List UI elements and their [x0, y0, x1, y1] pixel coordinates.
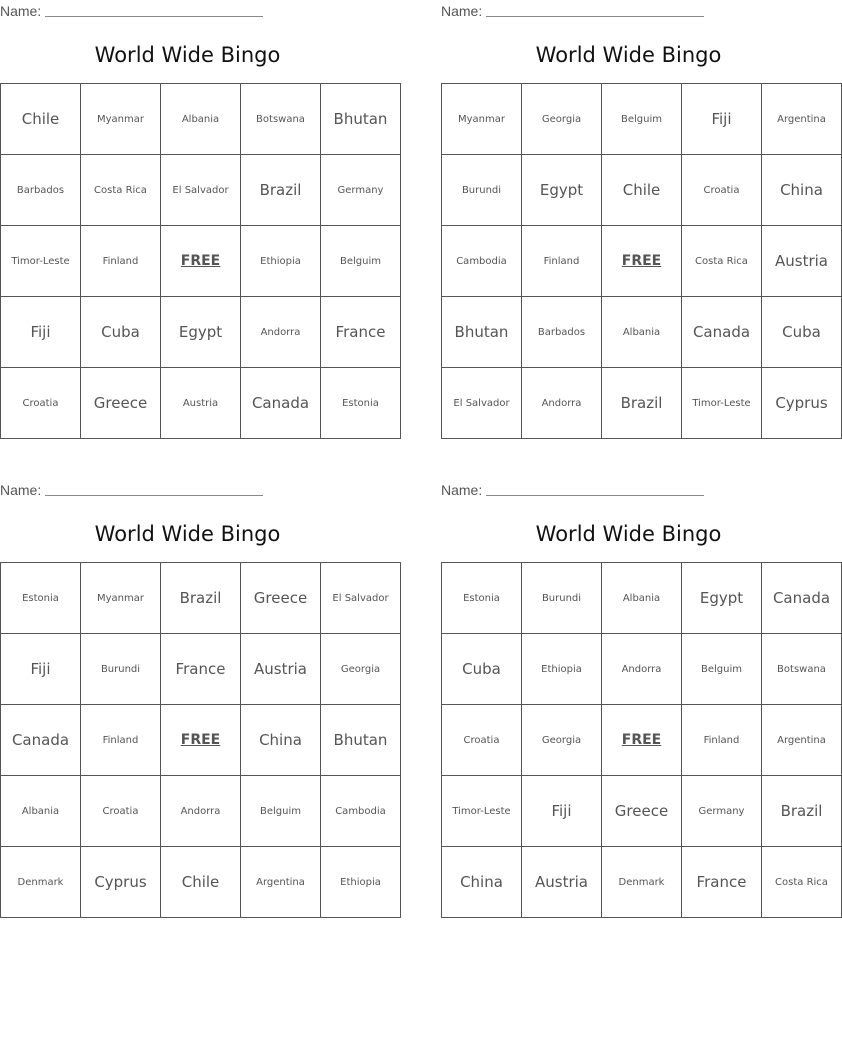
bingo-cell[interactable]: Andorra — [522, 368, 602, 439]
free-space[interactable]: FREE — [602, 705, 682, 776]
bingo-cell[interactable]: Albania — [1, 776, 81, 847]
bingo-card-2 — [441, 0, 828, 434]
grid-row — [442, 563, 842, 634]
bingo-cell[interactable]: Belguim — [321, 226, 401, 297]
bingo-cell[interactable]: Fiji — [1, 297, 81, 368]
grid-row — [1, 226, 401, 297]
grid-row — [1, 705, 401, 776]
bingo-cell[interactable]: Burundi — [442, 155, 522, 226]
grid-row — [1, 634, 401, 705]
card-title: World Wide Bingo — [535, 43, 722, 67]
bingo-cell[interactable]: Cuba — [442, 634, 522, 705]
bingo-cell[interactable]: Bhutan — [321, 705, 401, 776]
bingo-cell[interactable]: Botswana — [241, 84, 321, 155]
name-label: Name: — [0, 482, 42, 498]
bingo-cell[interactable]: Costa Rica — [682, 226, 762, 297]
card-title: World Wide Bingo — [94, 522, 281, 546]
bingo-card-3 — [0, 479, 389, 913]
bingo-cell[interactable]: Albania — [161, 84, 241, 155]
bingo-cell[interactable]: Georgia — [522, 705, 602, 776]
name-field[interactable] — [0, 482, 263, 498]
bingo-cell[interactable]: Costa Rica — [762, 847, 842, 918]
bingo-cell[interactable]: Costa Rica — [81, 155, 161, 226]
bingo-cell[interactable]: China — [442, 847, 522, 918]
bingo-cell[interactable]: Cyprus — [81, 847, 161, 918]
bingo-cell[interactable]: Estonia — [442, 563, 522, 634]
grid-row — [1, 297, 401, 368]
bingo-cell[interactable]: Ethiopia — [241, 226, 321, 297]
bingo-cell[interactable]: Croatia — [81, 776, 161, 847]
bingo-cell[interactable]: Greece — [241, 563, 321, 634]
bingo-cell[interactable]: El Salvador — [321, 563, 401, 634]
bingo-cell[interactable]: Barbados — [1, 155, 81, 226]
grid-row — [442, 226, 842, 297]
bingo-cell[interactable]: Germany — [682, 776, 762, 847]
bingo-cell[interactable]: Myanmar — [81, 563, 161, 634]
bingo-cell[interactable]: Belguim — [682, 634, 762, 705]
bingo-cell[interactable]: Belguim — [602, 84, 682, 155]
bingo-cell[interactable]: France — [161, 634, 241, 705]
bingo-cell[interactable]: Cambodia — [442, 226, 522, 297]
bingo-cell[interactable]: Brazil — [161, 563, 241, 634]
bingo-cell[interactable]: Belguim — [241, 776, 321, 847]
grid-row — [442, 297, 842, 368]
bingo-cell[interactable]: Andorra — [161, 776, 241, 847]
grid-row — [442, 705, 842, 776]
bingo-cell[interactable]: Argentina — [241, 847, 321, 918]
bingo-cell[interactable]: Chile — [1, 84, 81, 155]
bingo-cell[interactable]: Brazil — [602, 368, 682, 439]
bingo-cell[interactable]: Barbados — [522, 297, 602, 368]
bingo-grid — [0, 83, 401, 439]
bingo-cell[interactable]: Brazil — [241, 155, 321, 226]
bingo-grid — [0, 562, 401, 918]
name-label: Name: — [0, 3, 42, 19]
name-label: Name: — [441, 3, 483, 19]
bingo-cell[interactable]: Austria — [762, 226, 842, 297]
bingo-cell[interactable]: Myanmar — [81, 84, 161, 155]
bingo-cell[interactable]: Fiji — [1, 634, 81, 705]
bingo-cell[interactable]: Chile — [602, 155, 682, 226]
card-title: World Wide Bingo — [535, 522, 722, 546]
bingo-cell[interactable]: Andorra — [241, 297, 321, 368]
grid-row — [1, 776, 401, 847]
name-underline[interactable] — [486, 4, 704, 17]
bingo-cell[interactable]: Canada — [762, 563, 842, 634]
bingo-cell[interactable]: Estonia — [1, 563, 81, 634]
free-space[interactable]: FREE — [161, 226, 241, 297]
card-title: World Wide Bingo — [94, 43, 281, 67]
bingo-cell[interactable]: Croatia — [442, 705, 522, 776]
bingo-cell[interactable]: Egypt — [161, 297, 241, 368]
bingo-cell[interactable]: Burundi — [81, 634, 161, 705]
bingo-cell[interactable]: China — [241, 705, 321, 776]
free-space[interactable]: FREE — [602, 226, 682, 297]
bingo-cell[interactable]: Ethiopia — [522, 634, 602, 705]
grid-row — [442, 155, 842, 226]
grid-row — [1, 847, 401, 918]
bingo-cell[interactable]: Croatia — [682, 155, 762, 226]
name-field[interactable] — [441, 482, 704, 498]
bingo-cell[interactable]: Denmark — [1, 847, 81, 918]
bingo-cell[interactable]: Argentina — [762, 84, 842, 155]
bingo-cell[interactable]: Fiji — [522, 776, 602, 847]
bingo-cell[interactable]: Timor-Leste — [1, 226, 81, 297]
bingo-cell[interactable]: Egypt — [522, 155, 602, 226]
bingo-cell[interactable]: Greece — [81, 368, 161, 439]
grid-row — [1, 84, 401, 155]
bingo-cell[interactable]: Andorra — [602, 634, 682, 705]
bingo-cell[interactable]: China — [762, 155, 842, 226]
bingo-cell[interactable]: Finland — [81, 705, 161, 776]
bingo-cell[interactable]: Brazil — [762, 776, 842, 847]
bingo-cell[interactable]: Albania — [602, 563, 682, 634]
bingo-cell[interactable]: Myanmar — [442, 84, 522, 155]
bingo-cell[interactable]: El Salvador — [442, 368, 522, 439]
bingo-cell[interactable]: Cuba — [762, 297, 842, 368]
bingo-cell[interactable]: Fiji — [682, 84, 762, 155]
bingo-cell[interactable]: Austria — [161, 368, 241, 439]
name-field[interactable] — [0, 3, 263, 19]
bingo-cell[interactable]: Cambodia — [321, 776, 401, 847]
bingo-cell[interactable]: Canada — [682, 297, 762, 368]
name-field[interactable] — [441, 3, 704, 19]
grid-row — [442, 634, 842, 705]
bingo-grid — [441, 83, 842, 439]
grid-row — [442, 368, 842, 439]
bingo-cell[interactable]: Austria — [522, 847, 602, 918]
bingo-cell[interactable]: Georgia — [522, 84, 602, 155]
bingo-grid — [441, 562, 842, 918]
bingo-cell[interactable]: France — [321, 297, 401, 368]
bingo-cell[interactable]: Argentina — [762, 705, 842, 776]
bingo-cell[interactable]: Canada — [241, 368, 321, 439]
bingo-cell[interactable]: Chile — [161, 847, 241, 918]
bingo-cell[interactable]: Timor-Leste — [682, 368, 762, 439]
bingo-cell[interactable]: Burundi — [522, 563, 602, 634]
bingo-cell[interactable]: Georgia — [321, 634, 401, 705]
grid-row — [1, 155, 401, 226]
bingo-cell[interactable]: Germany — [321, 155, 401, 226]
bingo-cell[interactable]: Austria — [241, 634, 321, 705]
bingo-card-4 — [441, 479, 831, 913]
bingo-cell[interactable]: Albania — [602, 297, 682, 368]
bingo-cell[interactable]: Canada — [1, 705, 81, 776]
grid-row — [1, 563, 401, 634]
bingo-cell[interactable]: Greece — [602, 776, 682, 847]
bingo-cell[interactable]: Finland — [682, 705, 762, 776]
name-label: Name: — [441, 482, 483, 498]
bingo-cell[interactable]: Estonia — [321, 368, 401, 439]
bingo-cell[interactable]: Ethiopia — [321, 847, 401, 918]
grid-row — [442, 84, 842, 155]
bingo-cell[interactable]: Cuba — [81, 297, 161, 368]
bingo-cell[interactable]: Timor-Leste — [442, 776, 522, 847]
bingo-cell[interactable]: Cyprus — [762, 368, 842, 439]
bingo-cell[interactable]: France — [682, 847, 762, 918]
bingo-cell[interactable]: Bhutan — [442, 297, 522, 368]
bingo-cell[interactable]: Botswana — [762, 634, 842, 705]
name-underline[interactable] — [45, 483, 263, 496]
grid-row — [1, 368, 401, 439]
name-underline[interactable] — [45, 4, 263, 17]
bingo-card-1 — [0, 0, 388, 434]
bingo-cell[interactable]: Bhutan — [321, 84, 401, 155]
bingo-cell[interactable]: Finland — [522, 226, 602, 297]
bingo-cell[interactable]: El Salvador — [161, 155, 241, 226]
bingo-cell[interactable]: Denmark — [602, 847, 682, 918]
grid-row — [442, 776, 842, 847]
grid-row — [442, 847, 842, 918]
bingo-cell[interactable]: Finland — [81, 226, 161, 297]
bingo-cell[interactable]: Croatia — [1, 368, 81, 439]
free-space[interactable]: FREE — [161, 705, 241, 776]
name-underline[interactable] — [486, 483, 704, 496]
bingo-cell[interactable]: Egypt — [682, 563, 762, 634]
